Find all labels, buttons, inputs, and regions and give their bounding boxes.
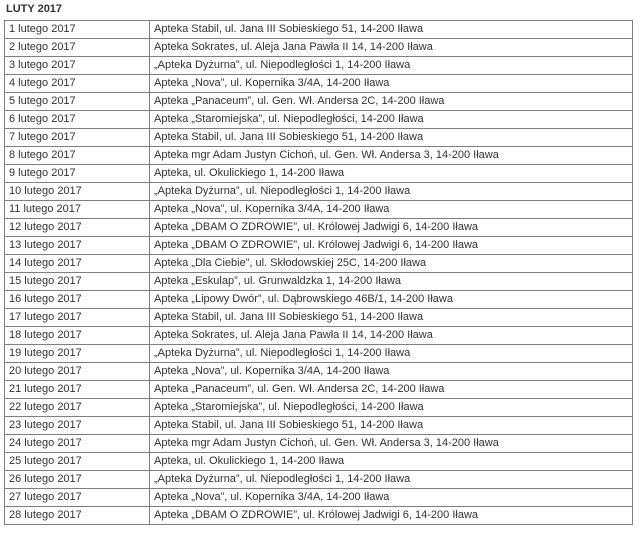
pharmacy-address-cell: Apteka, ul. Okulickiego 1, 14-200 Iława xyxy=(150,453,633,471)
pharmacy-address-cell: Apteka Stabil, ul. Jana III Sobieskiego 51, 14-200 Iława xyxy=(150,309,633,327)
table-row xyxy=(5,453,633,471)
table-row xyxy=(5,39,633,57)
table-row xyxy=(5,345,633,363)
table-row xyxy=(5,309,633,327)
table-row xyxy=(5,255,633,273)
duty-date-cell: 6 lutego 2017 xyxy=(5,111,150,129)
table-row xyxy=(5,381,633,399)
pharmacy-address-cell: „Apteka Dyżurna”, ul. Niepodległości 1, 14-200 Iława xyxy=(150,345,633,363)
table-row xyxy=(5,273,633,291)
duty-date-cell: 14 lutego 2017 xyxy=(5,255,150,273)
pharmacy-address-cell: Apteka „DBAM O ZDROWIE”, ul. Królowej Jadwigi 6, 14-200 Iława xyxy=(150,237,633,255)
duty-date-cell: 13 lutego 2017 xyxy=(5,237,150,255)
duty-date-cell: 11 lutego 2017 xyxy=(5,201,150,219)
table-row xyxy=(5,93,633,111)
duty-date-cell: 3 lutego 2017 xyxy=(5,57,150,75)
table-row xyxy=(5,201,633,219)
table-row xyxy=(5,489,633,507)
duty-date-cell: 8 lutego 2017 xyxy=(5,147,150,165)
duty-date-cell: 27 lutego 2017 xyxy=(5,489,150,507)
duty-date-cell: 15 lutego 2017 xyxy=(5,273,150,291)
pharmacy-address-cell: Apteka Stabil, ul. Jana III Sobieskiego 51, 14-200 Iława xyxy=(150,417,633,435)
table-row xyxy=(5,327,633,345)
table-row xyxy=(5,399,633,417)
pharmacy-address-cell: Apteka „Nova”, ul. Kopernika 3/4A, 14-200 Iława xyxy=(150,363,633,381)
duty-table xyxy=(4,20,633,525)
duty-date-cell: 10 lutego 2017 xyxy=(5,183,150,201)
pharmacy-address-cell: „Apteka Dyżurna”, ul. Niepodległości 1, 14-200 Iława xyxy=(150,183,633,201)
table-row xyxy=(5,111,633,129)
pharmacy-address-cell: Apteka „Lipowy Dwór”, ul. Dąbrowskiego 46B/1, 14-200 Iława xyxy=(150,291,633,309)
duty-date-cell: 20 lutego 2017 xyxy=(5,363,150,381)
duty-date-cell: 4 lutego 2017 xyxy=(5,75,150,93)
table-row xyxy=(5,57,633,75)
pharmacy-address-cell: Apteka „Nova”, ul. Kopernika 3/4A, 14-200 Iława xyxy=(150,75,633,93)
pharmacy-address-cell: Apteka Stabil, ul. Jana III Sobieskiego 51, 14-200 Iława xyxy=(150,21,633,39)
month-heading: LUTY 2017 xyxy=(6,3,63,15)
pharmacy-address-cell: Apteka „Nova”, ul. Kopernika 3/4A, 14-200 Iława xyxy=(150,201,633,219)
duty-date-cell: 19 lutego 2017 xyxy=(5,345,150,363)
duty-date-cell: 18 lutego 2017 xyxy=(5,327,150,345)
table-row xyxy=(5,363,633,381)
pharmacy-address-cell: Apteka, ul. Okulickiego 1, 14-200 Iława xyxy=(150,165,633,183)
table-row xyxy=(5,237,633,255)
table-row xyxy=(5,129,633,147)
pharmacy-address-cell: „Apteka Dyżurna”, ul. Niepodległości 1, 14-200 Iława xyxy=(150,57,633,75)
duty-date-cell: 24 lutego 2017 xyxy=(5,435,150,453)
pharmacy-address-cell: Apteka Sokrates, ul. Aleja Jana Pawła II 14, 14-200 Iława xyxy=(150,327,633,345)
table-row xyxy=(5,471,633,489)
pharmacy-address-cell: Apteka mgr Adam Justyn Cichoń, ul. Gen. Wł. Andersa 3, 14-200 Iława xyxy=(150,435,633,453)
duty-date-cell: 28 lutego 2017 xyxy=(5,507,150,525)
duty-date-cell: 9 lutego 2017 xyxy=(5,165,150,183)
pharmacy-address-cell: „Apteka Dyżurna”, ul. Niepodległości 1, 14-200 Iława xyxy=(150,471,633,489)
duty-date-cell: 17 lutego 2017 xyxy=(5,309,150,327)
duty-date-cell: 22 lutego 2017 xyxy=(5,399,150,417)
table-row xyxy=(5,75,633,93)
duty-date-cell: 26 lutego 2017 xyxy=(5,471,150,489)
pharmacy-address-cell: Apteka Stabil, ul. Jana III Sobieskiego 51, 14-200 Iława xyxy=(150,129,633,147)
duty-date-cell: 25 lutego 2017 xyxy=(5,453,150,471)
table-row xyxy=(5,219,633,237)
duty-date-cell: 7 lutego 2017 xyxy=(5,129,150,147)
table-row xyxy=(5,291,633,309)
duty-date-cell: 5 lutego 2017 xyxy=(5,93,150,111)
pharmacy-address-cell: Apteka „Panaceum”, ul. Gen. Wł. Andersa 2C, 14-200 Iława xyxy=(150,93,633,111)
pharmacy-address-cell: Apteka „DBAM O ZDROWIE”, ul. Królowej Jadwigi 6, 14-200 Iława xyxy=(150,507,633,525)
pharmacy-address-cell: Apteka „Staromiejska”, ul. Niepodległości, 14-200 Iława xyxy=(150,399,633,417)
duty-date-cell: 16 lutego 2017 xyxy=(5,291,150,309)
duty-date-cell: 1 lutego 2017 xyxy=(5,21,150,39)
table-row xyxy=(5,183,633,201)
table-row xyxy=(5,147,633,165)
table-row xyxy=(5,21,633,39)
pharmacy-address-cell: Apteka „Eskulap”, ul. Grunwaldzka 1, 14-200 Iława xyxy=(150,273,633,291)
pharmacy-address-cell: Apteka „Nova”, ul. Kopernika 3/4A, 14-200 Iława xyxy=(150,489,633,507)
table-row xyxy=(5,417,633,435)
duty-date-cell: 12 lutego 2017 xyxy=(5,219,150,237)
pharmacy-address-cell: Apteka „Panaceum”, ul. Gen. Wł. Andersa 2C, 14-200 Iława xyxy=(150,381,633,399)
pharmacy-address-cell: Apteka mgr Adam Justyn Cichoń, ul. Gen. Wł. Andersa 3, 14-200 Iława xyxy=(150,147,633,165)
pharmacy-address-cell: Apteka „Dla Ciebie”, ul. Skłodowskiej 25C, 14-200 Iława xyxy=(150,255,633,273)
table-row xyxy=(5,435,633,453)
duty-date-cell: 21 lutego 2017 xyxy=(5,381,150,399)
duty-table-body xyxy=(5,21,633,525)
pharmacy-address-cell: Apteka „Staromiejska”, ul. Niepodległości, 14-200 Iława xyxy=(150,111,633,129)
pharmacy-address-cell: Apteka „DBAM O ZDROWIE”, ul. Królowej Jadwigi 6, 14-200 Iława xyxy=(150,219,633,237)
table-row xyxy=(5,507,633,525)
duty-date-cell: 2 lutego 2017 xyxy=(5,39,150,57)
duty-date-cell: 23 lutego 2017 xyxy=(5,417,150,435)
pharmacy-address-cell: Apteka Sokrates, ul. Aleja Jana Pawła II 14, 14-200 Iława xyxy=(150,39,633,57)
table-row xyxy=(5,165,633,183)
